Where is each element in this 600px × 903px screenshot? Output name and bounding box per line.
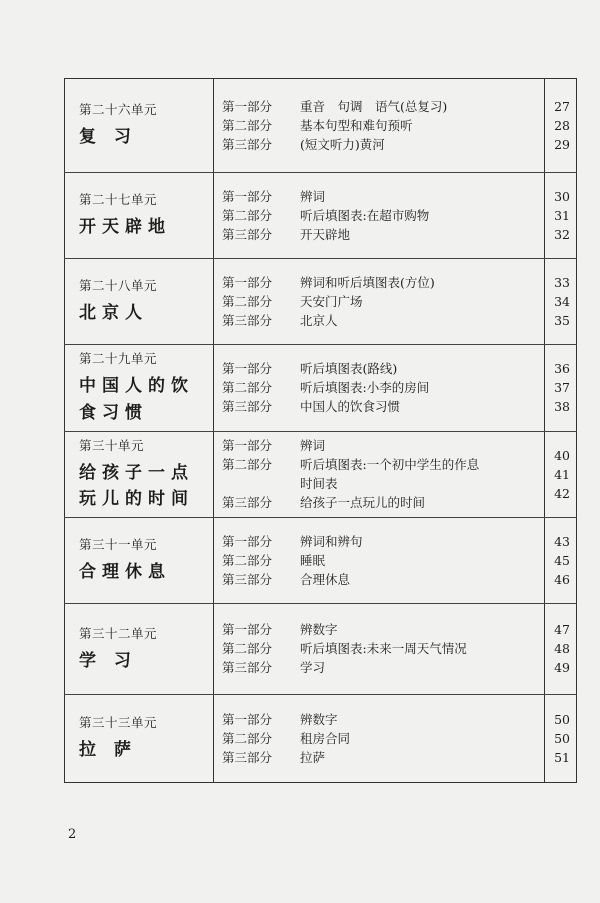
part-label: 第二部分 xyxy=(222,117,273,133)
page-ref[interactable]: 34 xyxy=(554,294,570,309)
unit-title[interactable]: 开天辟地 xyxy=(79,217,171,237)
part-item[interactable] xyxy=(214,551,544,570)
part-title-text: 租房合同 xyxy=(300,730,351,746)
part-title xyxy=(294,639,544,658)
part-title-text: 天安门广场 xyxy=(300,294,363,309)
pages-list xyxy=(545,359,576,416)
part-item[interactable] xyxy=(214,748,544,767)
unit-title[interactable]: 给孩子一点 xyxy=(79,462,194,483)
page-ref[interactable]: 50 xyxy=(554,730,570,746)
unit-row xyxy=(65,345,577,431)
pages-list xyxy=(545,187,576,244)
pages-list xyxy=(545,532,576,589)
parts-list xyxy=(214,359,544,416)
part-title-text: 北京人 xyxy=(300,313,338,328)
part-label: 第一部分 xyxy=(222,711,273,727)
part-item[interactable] xyxy=(214,187,544,206)
part-title-text: 给孩子一点玩儿的时间 xyxy=(300,495,426,511)
part-title xyxy=(294,710,544,729)
page-ref[interactable]: 49 xyxy=(554,660,570,676)
part-label: 第二部分 xyxy=(222,380,273,396)
part-title xyxy=(294,359,544,378)
unit-cell xyxy=(65,431,214,517)
part-label: 第三部分 xyxy=(222,571,273,587)
part-label: 第二部分 xyxy=(222,552,273,568)
part-title-text: 中国人的饮食习惯 xyxy=(300,399,401,415)
part-title xyxy=(294,551,544,570)
part-title-text: 辨数字 xyxy=(300,711,338,727)
unit-title[interactable]: 北京人 xyxy=(79,303,148,324)
part-label: 第一部分 xyxy=(222,533,273,549)
unit-row xyxy=(65,694,577,782)
part-title xyxy=(294,116,544,135)
part-title xyxy=(294,135,544,154)
part-item[interactable] xyxy=(214,570,544,589)
parts-cell xyxy=(214,258,545,344)
unit-number: 第二十七单元 xyxy=(79,192,158,207)
part-title-text: 听后填图表:小李的房间 xyxy=(300,380,430,396)
part-title xyxy=(294,397,544,416)
part-label: 第一部分 xyxy=(222,98,273,114)
pages-cell xyxy=(545,172,577,258)
part-item[interactable] xyxy=(214,710,544,729)
part-title-continuation: 时间表 xyxy=(300,476,338,492)
part-label: 第三部分 xyxy=(222,226,273,242)
unit-cell xyxy=(65,604,214,694)
pages-list xyxy=(545,273,576,330)
part-label: 第二部分 xyxy=(222,641,273,657)
part-title-text: 辨词 xyxy=(300,188,326,204)
pages-cell xyxy=(545,79,577,173)
parts-cell xyxy=(214,345,545,431)
unit-title[interactable]: 合理休息 xyxy=(79,562,171,583)
part-item[interactable] xyxy=(214,292,544,311)
pages-cell xyxy=(545,517,577,603)
page-ref[interactable]: 42 xyxy=(554,485,570,501)
page-ref[interactable]: 51 xyxy=(554,749,570,765)
part-title xyxy=(294,436,544,455)
part-label: 第三部分 xyxy=(222,313,273,328)
part-item[interactable] xyxy=(214,225,544,244)
part-item[interactable] xyxy=(214,135,544,154)
part-label: 第三部分 xyxy=(222,136,273,152)
unit-number: 第三十三单元 xyxy=(79,715,158,731)
page-ref[interactable]: 43 xyxy=(554,533,570,549)
part-label: 第二部分 xyxy=(222,730,273,746)
unit-title[interactable]: 复 习 xyxy=(79,127,137,148)
part-title-text: 听后填图表:未来一周天气情况 xyxy=(300,641,467,657)
part-title xyxy=(294,273,544,292)
unit-number: 第二十九单元 xyxy=(79,351,158,367)
part-title xyxy=(294,748,544,767)
page-ref[interactable]: 35 xyxy=(554,313,570,328)
unit-title[interactable]: 学 习 xyxy=(79,650,137,671)
part-label: 第二部分 xyxy=(222,457,273,473)
pages-cell xyxy=(545,345,577,431)
unit-cell xyxy=(65,79,214,173)
part-title-text: 基本句型和难句预听 xyxy=(300,117,413,133)
page-number: 2 xyxy=(68,827,77,842)
part-title-text: (短文听力)黄河 xyxy=(300,136,385,152)
page-ref[interactable]: 48 xyxy=(554,641,570,657)
page-ref[interactable]: 50 xyxy=(554,711,570,727)
page-ref[interactable]: 28 xyxy=(554,117,570,133)
part-title-text: 睡眠 xyxy=(300,552,326,568)
unit-row xyxy=(65,79,577,173)
page-ref[interactable]: 30 xyxy=(554,188,570,204)
parts-list xyxy=(214,97,544,154)
pages-list xyxy=(545,97,576,154)
parts-list xyxy=(214,436,544,512)
part-title xyxy=(294,729,544,748)
part-label: 第一部分 xyxy=(222,622,273,638)
part-label: 第三部分 xyxy=(222,399,273,415)
parts-cell xyxy=(214,517,545,603)
page-ref[interactable]: 33 xyxy=(554,275,570,290)
part-label: 第二部分 xyxy=(222,294,273,309)
page-ref[interactable]: 37 xyxy=(554,380,570,396)
part-title xyxy=(294,225,544,244)
part-item[interactable] xyxy=(214,729,544,748)
pages-cell xyxy=(545,258,577,344)
unit-number: 第三十一单元 xyxy=(79,537,158,553)
pages-cell xyxy=(545,431,577,517)
part-title-text: 听后填图表(路线) xyxy=(300,361,398,377)
parts-cell xyxy=(214,431,545,517)
part-label: 第一部分 xyxy=(222,188,273,204)
page-ref[interactable]: 36 xyxy=(554,361,570,377)
page-ref[interactable]: 41 xyxy=(554,466,570,482)
page-ref[interactable]: 27 xyxy=(554,98,570,114)
page-ref[interactable]: 45 xyxy=(554,552,570,568)
part-item[interactable] xyxy=(214,455,544,493)
part-item[interactable] xyxy=(214,273,544,292)
unit-number: 第二十八单元 xyxy=(79,278,158,294)
part-label: 第一部分 xyxy=(222,438,273,454)
part-title-text: 辨词和听后填图表(方位) xyxy=(300,275,435,290)
unit-cell xyxy=(65,694,214,782)
parts-cell xyxy=(214,694,545,782)
part-item[interactable] xyxy=(214,639,544,658)
parts-cell xyxy=(214,172,545,258)
parts-cell xyxy=(214,604,545,694)
part-title-text: 重音 句调 语气(总复习) xyxy=(300,98,448,114)
unit-title[interactable]: 食习惯 xyxy=(79,402,148,423)
part-title-text: 听后填图表:在超市购物 xyxy=(300,207,430,223)
page-ref[interactable]: 38 xyxy=(554,399,570,415)
parts-list xyxy=(214,710,544,767)
unit-row xyxy=(65,517,577,603)
unit-title[interactable]: 玩儿的时间 xyxy=(79,489,194,510)
part-title-text: 辨词 xyxy=(300,438,326,454)
part-title xyxy=(294,97,544,116)
page-ref[interactable]: 29 xyxy=(554,136,570,152)
part-item[interactable] xyxy=(214,359,544,378)
pages-cell xyxy=(545,694,577,782)
part-title-text: 开天辟地 xyxy=(300,226,351,242)
part-item[interactable] xyxy=(214,206,544,225)
part-title xyxy=(294,378,544,397)
pages-list xyxy=(545,446,576,503)
unit-cell xyxy=(65,172,214,258)
parts-list xyxy=(214,620,544,677)
part-label: 第一部分 xyxy=(222,275,273,290)
unit-cell xyxy=(65,345,214,431)
part-title xyxy=(294,570,544,589)
part-title xyxy=(294,187,544,206)
part-item[interactable] xyxy=(214,493,544,512)
page-ref[interactable]: 46 xyxy=(554,571,570,587)
part-label: 第三部分 xyxy=(222,660,273,676)
part-item[interactable] xyxy=(214,116,544,135)
part-item[interactable] xyxy=(214,436,544,455)
page-ref[interactable]: 31 xyxy=(554,207,570,223)
part-title xyxy=(294,620,544,639)
part-title-text: 辨词和辨句 xyxy=(300,533,363,549)
unit-title[interactable]: 中国人的饮 xyxy=(79,376,194,397)
unit-number: 第三十二单元 xyxy=(79,625,158,641)
part-label: 第一部分 xyxy=(222,361,273,377)
part-title-text: 听后填图表:一个初中学生的作息 xyxy=(300,457,480,473)
pages-cell xyxy=(545,604,577,694)
unit-cell xyxy=(65,517,214,603)
part-label: 第三部分 xyxy=(222,495,273,511)
unit-row xyxy=(65,604,577,694)
parts-list xyxy=(214,532,544,589)
part-title-text: 辨数字 xyxy=(300,622,338,638)
part-label: 第二部分 xyxy=(222,207,273,223)
unit-title[interactable]: 拉 萨 xyxy=(79,740,137,761)
pages-list xyxy=(545,620,576,677)
parts-cell xyxy=(214,79,545,173)
part-title-text: 学习 xyxy=(300,660,326,676)
part-title xyxy=(294,493,544,512)
parts-list xyxy=(214,273,544,330)
part-title-text: 合理休息 xyxy=(300,571,351,587)
part-title xyxy=(294,206,544,225)
part-item[interactable] xyxy=(214,658,544,677)
part-title-text: 拉萨 xyxy=(300,749,326,765)
table-of-contents xyxy=(64,78,577,783)
part-label: 第三部分 xyxy=(222,749,273,765)
page-ref[interactable]: 47 xyxy=(554,622,570,638)
unit-number: 第三十单元 xyxy=(79,437,145,453)
part-title xyxy=(294,311,544,330)
part-title xyxy=(294,532,544,551)
part-item[interactable] xyxy=(214,97,544,116)
unit-number: 第二十六单元 xyxy=(79,102,158,118)
part-title xyxy=(294,292,544,311)
toc-body xyxy=(65,79,577,783)
page-ref[interactable]: 40 xyxy=(554,447,570,463)
page-ref[interactable]: 32 xyxy=(554,226,570,242)
part-title xyxy=(294,455,544,493)
unit-row xyxy=(65,172,577,258)
part-item[interactable] xyxy=(214,397,544,416)
pages-list xyxy=(545,710,576,767)
unit-cell xyxy=(65,258,214,344)
parts-list xyxy=(214,187,544,244)
unit-row xyxy=(65,258,577,344)
unit-row xyxy=(65,431,577,517)
part-item[interactable] xyxy=(214,620,544,639)
part-title xyxy=(294,658,544,677)
part-item[interactable] xyxy=(214,532,544,551)
part-item[interactable] xyxy=(214,378,544,397)
part-item[interactable] xyxy=(214,311,544,330)
